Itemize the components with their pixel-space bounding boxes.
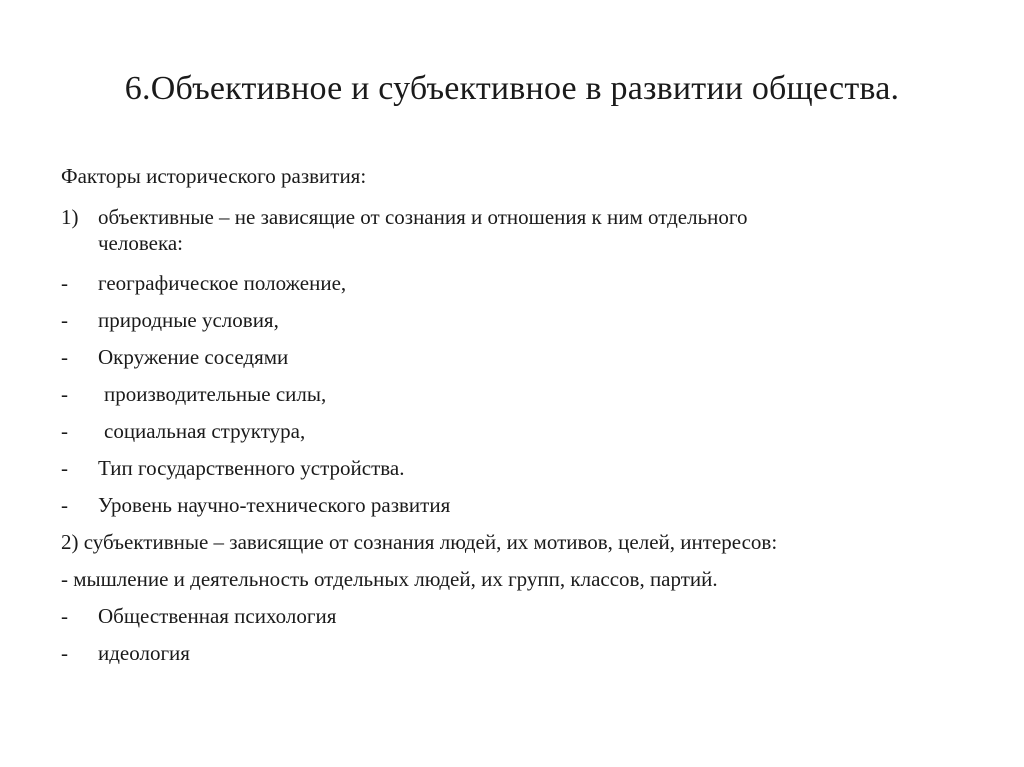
objective-line-2: человека: (98, 231, 184, 255)
list-item-text: географическое положение, (98, 271, 347, 295)
dash-marker: - (61, 493, 68, 517)
list-item-text: Общественная психология (98, 604, 337, 628)
dash-marker: - (61, 382, 68, 406)
list-item-text: Уровень научно-технического развития (98, 493, 451, 517)
objective-line-1: объективные – не зависящие от сознания и отношения к ним отдельного (98, 205, 748, 229)
objective-marker: 1) (61, 205, 79, 229)
dash-marker: - (61, 308, 68, 332)
list-item-text: социальная структура, (104, 419, 306, 443)
dash-marker: - (61, 641, 68, 665)
dash-marker: - (61, 419, 68, 443)
dash-marker: - (61, 345, 68, 369)
slide-title: 6.Объективное и субъективное в развитии общества. (124, 70, 900, 107)
list-item-text: Тип государственного устройства. (98, 456, 405, 480)
list-item-text: идеология (98, 641, 190, 665)
subjective-lead: - мышление и деятельность отдельных людей, их групп, классов, партий. (61, 567, 718, 591)
dash-marker: - (61, 271, 68, 295)
dash-marker: - (61, 604, 68, 628)
subjective-heading: 2) субъективные – зависящие от сознания людей, их мотивов, целей, интересов: (61, 530, 778, 554)
list-item-text: природные условия, (98, 308, 279, 332)
list-item-text: Окружение соседями (98, 345, 289, 369)
intro-line: Факторы исторического развития: (61, 164, 367, 188)
list-item-text: производительные силы, (104, 382, 327, 406)
dash-marker: - (61, 456, 68, 480)
